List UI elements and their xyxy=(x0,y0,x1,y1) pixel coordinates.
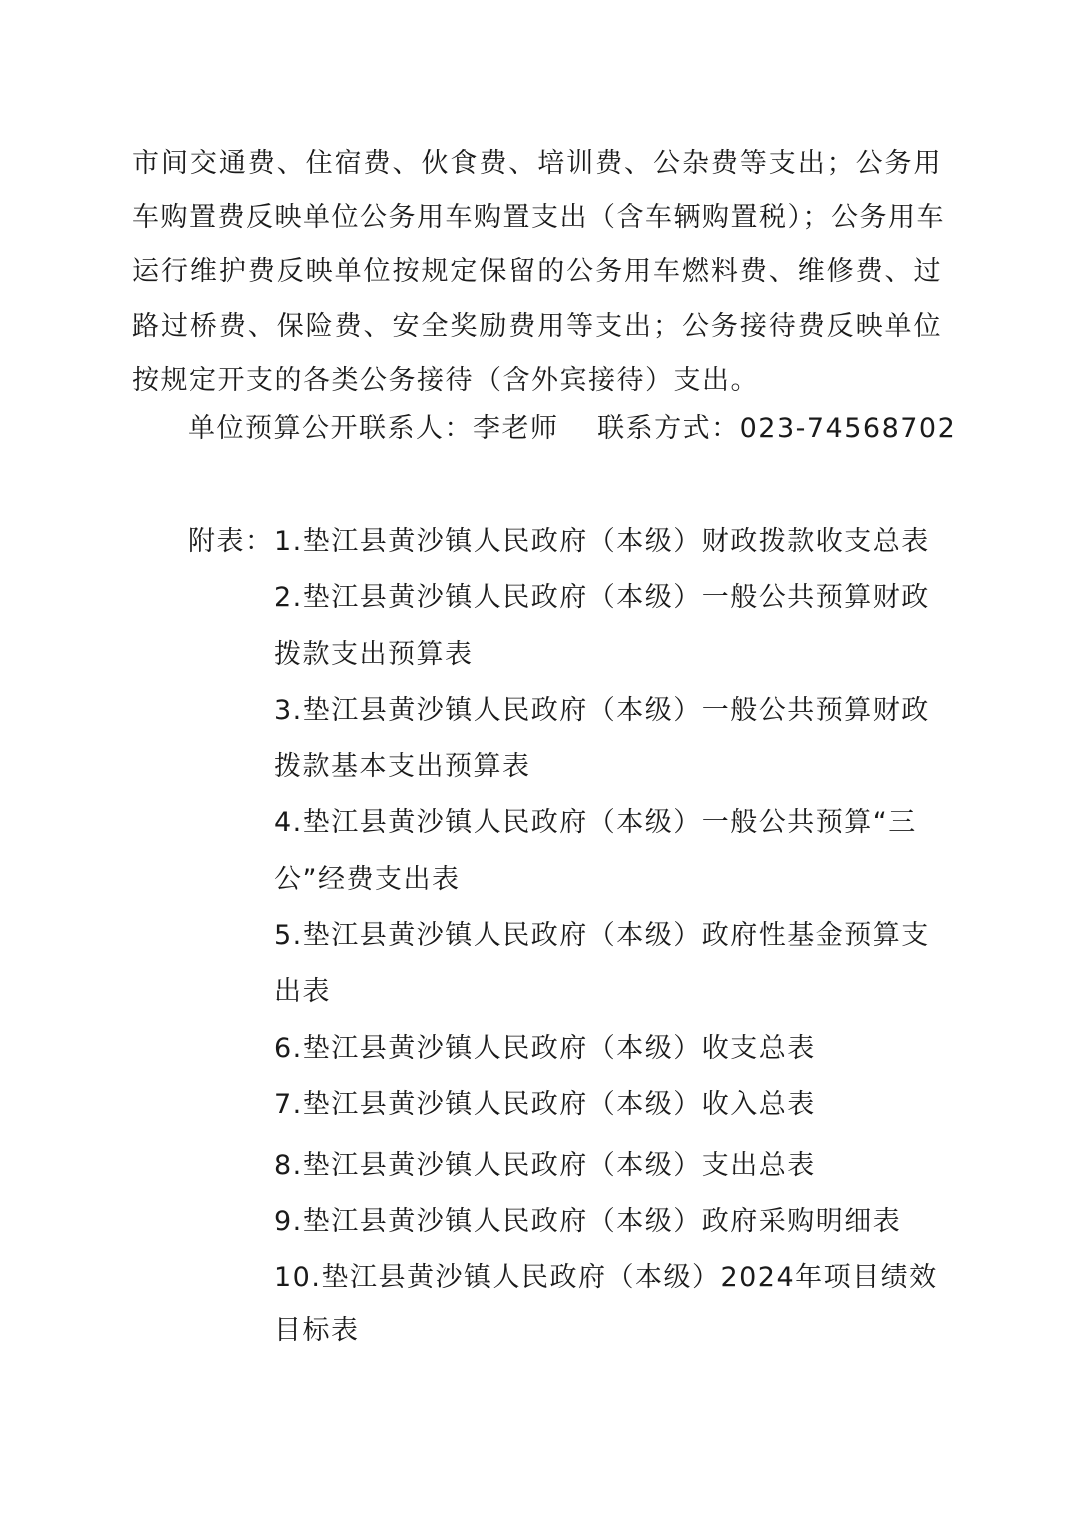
attachment-item: 10.垫江县黄沙镇人民政府（本级）2024年项目绩效 xyxy=(274,1262,938,1293)
attachment-item-continued: 拨款基本支出预算表 xyxy=(274,751,531,782)
attachment-item: 1.垫江县黄沙镇人民政府（本级）财政拨款收支总表 xyxy=(274,526,930,557)
attachments-label: 附表： xyxy=(188,526,274,557)
attachment-item: 6.垫江县黄沙镇人民政府（本级）收支总表 xyxy=(274,1033,816,1064)
attachment-item-continued: 拨款支出预算表 xyxy=(274,639,474,670)
attachment-item: 8.垫江县黄沙镇人民政府（本级）支出总表 xyxy=(274,1150,816,1181)
attachment-item-continued: 公”经费支出表 xyxy=(274,864,461,895)
contact-info: 单位预算公开联系人：李老师 联系方式：023-74568702 xyxy=(188,413,957,444)
attachment-item: 5.垫江县黄沙镇人民政府（本级）政府性基金预算支 xyxy=(274,920,930,951)
attachment-item: 2.垫江县黄沙镇人民政府（本级）一般公共预算财政 xyxy=(274,582,930,613)
paragraph-line: 按规定开支的各类公务接待（含外宾接待）支出。 xyxy=(132,365,759,396)
paragraph-line: 市间交通费、住宿费、伙食费、培训费、公杂费等支出；公务用 xyxy=(132,148,942,179)
attachment-item: 7.垫江县黄沙镇人民政府（本级）收入总表 xyxy=(274,1089,816,1120)
attachment-item: 3.垫江县黄沙镇人民政府（本级）一般公共预算财政 xyxy=(274,695,930,726)
attachment-item: 4.垫江县黄沙镇人民政府（本级）一般公共预算“三 xyxy=(274,807,917,838)
attachment-item-continued: 目标表 xyxy=(274,1315,360,1346)
paragraph-line: 运行维护费反映单位按规定保留的公务用车燃料费、维修费、过 xyxy=(132,256,942,287)
attachment-item-continued: 出表 xyxy=(274,976,331,1007)
paragraph-line: 车购置费反映单位公务用车购置支出（含车辆购置税）；公务用车 xyxy=(132,202,945,233)
paragraph-line: 路过桥费、保险费、安全奖励费用等支出；公务接待费反映单位 xyxy=(132,311,942,342)
attachment-item: 9.垫江县黄沙镇人民政府（本级）政府采购明细表 xyxy=(274,1206,902,1237)
